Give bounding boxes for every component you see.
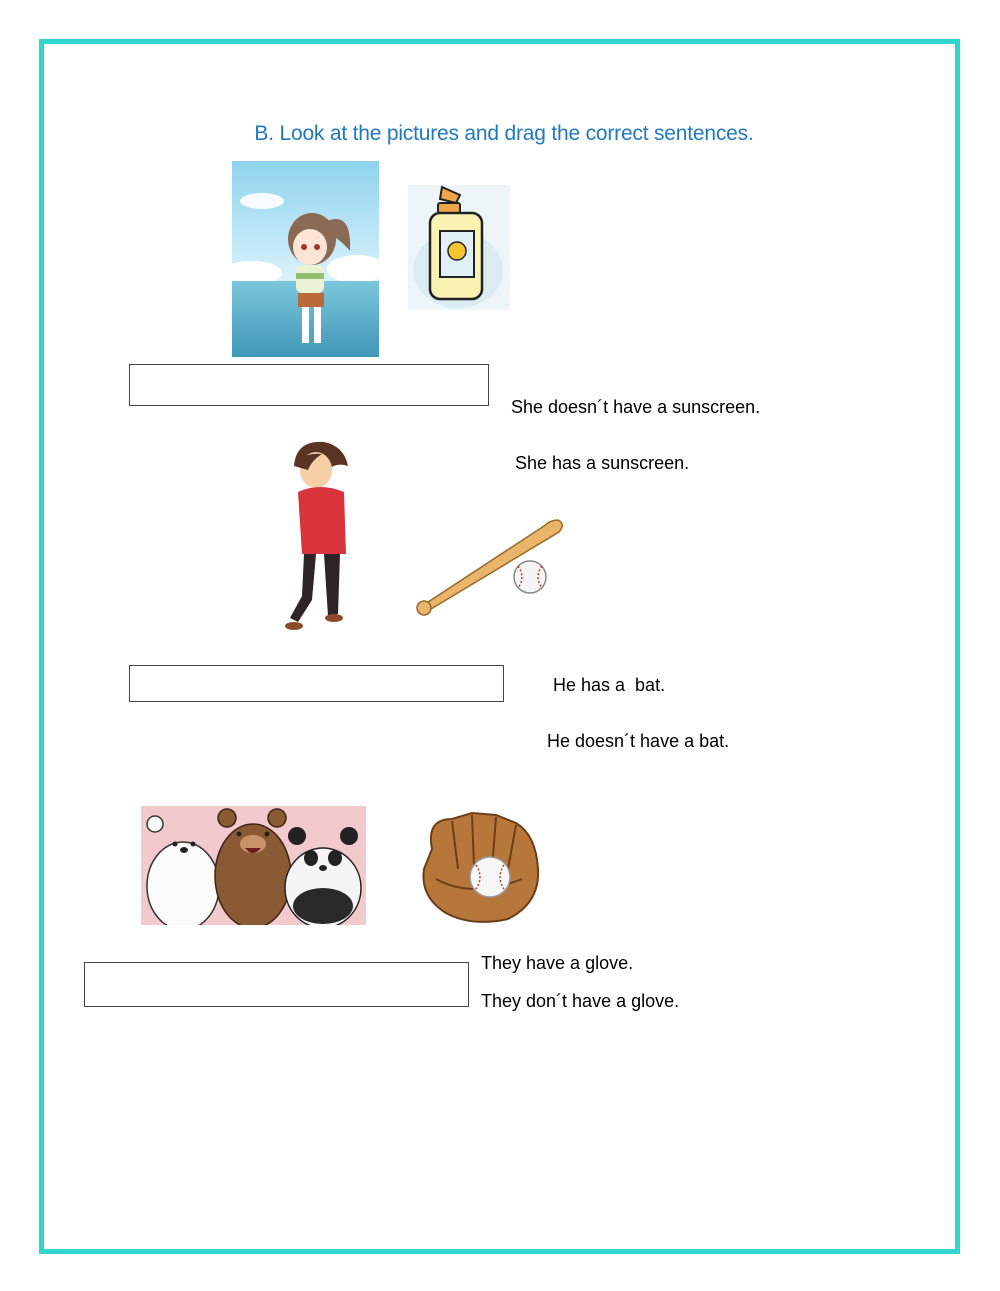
sentence-option[interactable]: They have a glove.	[481, 953, 634, 973]
answer-drop-box-2[interactable]	[129, 665, 504, 702]
exercise-title: B. Look at the pictures and drag the correct sentences.	[254, 122, 754, 145]
sentence-option[interactable]: She doesn´t have a sunscreen.	[511, 397, 761, 417]
girl-at-sea-image	[232, 161, 379, 357]
sunscreen-bottle-image	[408, 185, 510, 310]
baseball-bat-image	[414, 516, 566, 618]
boy-walking-image	[268, 426, 350, 642]
sentence-option[interactable]: He has a bat.	[553, 675, 666, 695]
answer-drop-box-3[interactable]	[84, 962, 469, 1007]
sentence-option[interactable]: He doesn´t have a bat.	[547, 731, 730, 751]
sentence-option[interactable]: They don´t have a glove.	[481, 991, 680, 1011]
sentence-option[interactable]: She has a sunscreen.	[515, 453, 690, 473]
three-bears-image	[141, 806, 366, 925]
baseball-glove-image	[412, 809, 544, 927]
answer-drop-box-1[interactable]	[129, 364, 489, 406]
